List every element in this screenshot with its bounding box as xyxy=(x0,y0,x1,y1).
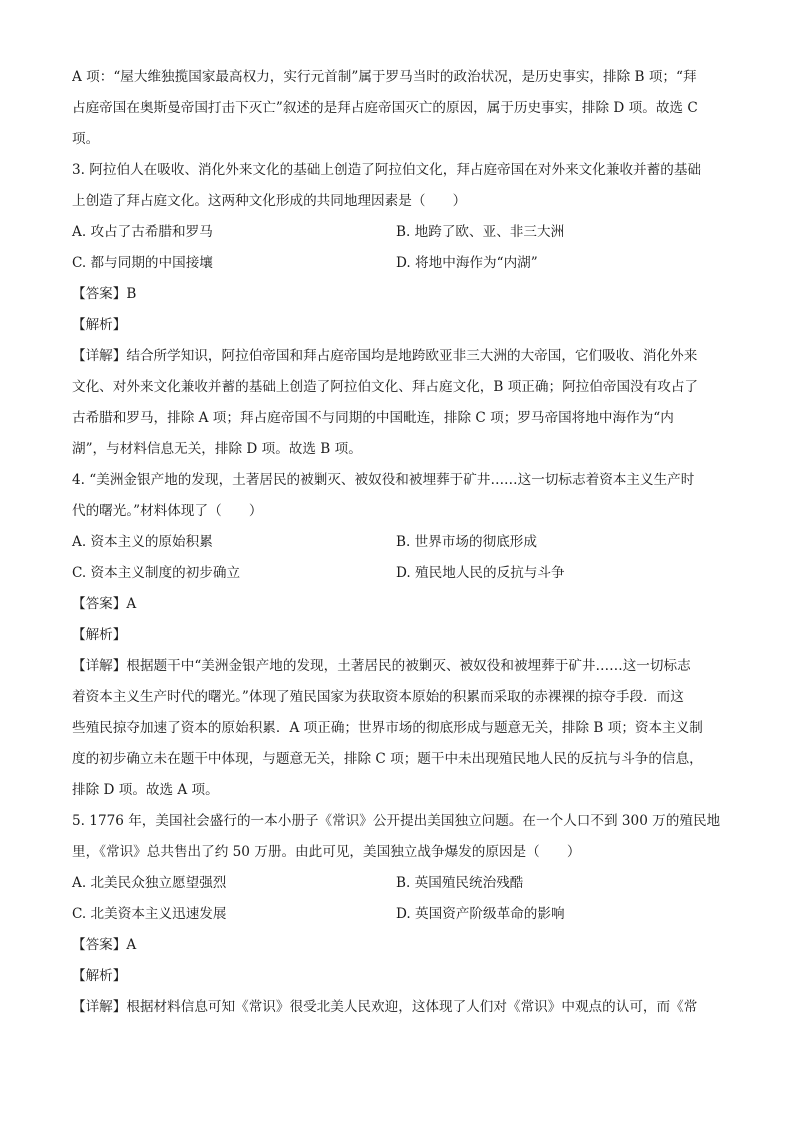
question-stem-line: 3. 阿拉伯人在吸收、消化外来文化的基础上创造了阿拉伯文化，拜占庭帝国在对外来文化兼收并蓄的基础 xyxy=(72,162,702,178)
option-b: B. 地跨了欧、亚、非三大洲 xyxy=(396,224,565,240)
option-a: A. 资本主义的原始积累 xyxy=(72,534,213,550)
question-stem-line: 里，《常识》总共售出了约 50 万册。由此可见，美国独立战争爆发的原因是（ ） xyxy=(72,844,581,860)
question-4 xyxy=(72,465,722,806)
detail-line: 文化、对外来文化兼收并蓄的基础上创造了阿拉伯文化、拜占庭文化，B 项正确；阿拉伯帝国没有攻占了 xyxy=(72,379,699,395)
option-c: C. 北美资本主义迅速发展 xyxy=(72,906,227,922)
detail-line: 度的初步确立未在题干中体现，与题意无关，排除 C 项；题干中未出现殖民地人民的反抗与斗争的信息， xyxy=(72,751,703,767)
detail-line: 排除 D 项。故选 A 项。 xyxy=(72,782,219,798)
options-row xyxy=(72,527,722,558)
option-a: A. 攻占了古希腊和罗马 xyxy=(72,224,213,240)
question-stem-line: 代的曙光。”材料体现了（ ） xyxy=(72,503,263,519)
detail-line: 【详解】结合所学知识，阿拉伯帝国和拜占庭帝国均是地跨欧亚非三大洲的大帝国，它们吸收、消化外来 xyxy=(72,348,698,364)
option-b: B. 英国殖民统治残酷 xyxy=(396,875,524,891)
question-stem-line: 5. 1776 年，美国社会盛行的一本小册子《常识》公开提出美国独立问题。在一个人口不到 300 万的殖民地 xyxy=(72,813,721,829)
detail-line: 古希腊和罗马，排除 A 项；拜占庭帝国不与同期的中国毗连，排除 C 项；罗马帝国将地中海作为“内 xyxy=(72,410,674,426)
question-3 xyxy=(72,155,722,465)
text-line: A 项：“屋大维独揽国家最高权力，实行元首制”属于罗马当时的政治状况，是历史事实，排除 B 项；“拜 xyxy=(72,69,697,85)
text-line: 占庭帝国在奥斯曼帝国打击下灭亡”叙述的是拜占庭帝国灭亡的原因，属于历史事实，排除 D 项。故选 C xyxy=(72,100,698,116)
analysis-label: 【解析】 xyxy=(72,627,127,643)
detail-line: 些殖民掠夺加速了资本的原始积累．A 项正确；世界市场的彻底形成与题意无关，排除 B 项；资本主义制 xyxy=(72,720,703,736)
intro-paragraph xyxy=(72,62,722,155)
options-row xyxy=(72,899,722,930)
option-c: C. 都与同期的中国接壤 xyxy=(72,255,213,271)
options-row xyxy=(72,217,722,248)
analysis-label: 【解析】 xyxy=(72,968,127,984)
document-page xyxy=(72,62,722,1023)
answer-label: 【答案】A xyxy=(72,596,137,612)
detail-line: 湖”，与材料信息无关，排除 D 项。故选 B 项。 xyxy=(72,441,362,457)
question-stem-line: 上创造了拜占庭文化。这两种文化形成的共同地理因素是（ ） xyxy=(72,193,467,209)
detail-line: 【详解】根据材料信息可知《常识》很受北美人民欢迎，这体现了人们对《常识》中观点的认可，而《常 xyxy=(72,999,698,1015)
options-row xyxy=(72,248,722,279)
analysis-label: 【解析】 xyxy=(72,317,127,333)
detail-line: 着资本主义生产时代的曙光。”体现了殖民国家为获取资本原始的积累而采取的赤裸裸的掠夺手段．而这 xyxy=(72,689,684,705)
detail-line: 【详解】根据题干中“美洲金银产地的发现，土著居民的被剿灭、被奴役和被埋葬于矿井……这一切标志 xyxy=(72,658,691,674)
options-row xyxy=(72,868,722,899)
options-row xyxy=(72,558,722,589)
answer-label: 【答案】B xyxy=(72,286,137,302)
option-d: D. 将地中海作为“内湖” xyxy=(396,255,538,271)
option-d: D. 殖民地人民的反抗与斗争 xyxy=(396,565,565,581)
option-d: D. 英国资产阶级革命的影响 xyxy=(396,906,565,922)
question-stem-line: 4. “美洲金银产地的发现，土著居民的被剿灭、被奴役和被埋葬于矿井……这一切标志着资本主义生产时 xyxy=(72,472,695,488)
option-b: B. 世界市场的彻底形成 xyxy=(396,534,537,550)
answer-label: 【答案】A xyxy=(72,937,137,953)
option-c: C. 资本主义制度的初步确立 xyxy=(72,565,241,581)
question-5 xyxy=(72,806,722,1023)
text-line: 项。 xyxy=(72,131,100,147)
option-a: A. 北美民众独立愿望强烈 xyxy=(72,875,227,891)
